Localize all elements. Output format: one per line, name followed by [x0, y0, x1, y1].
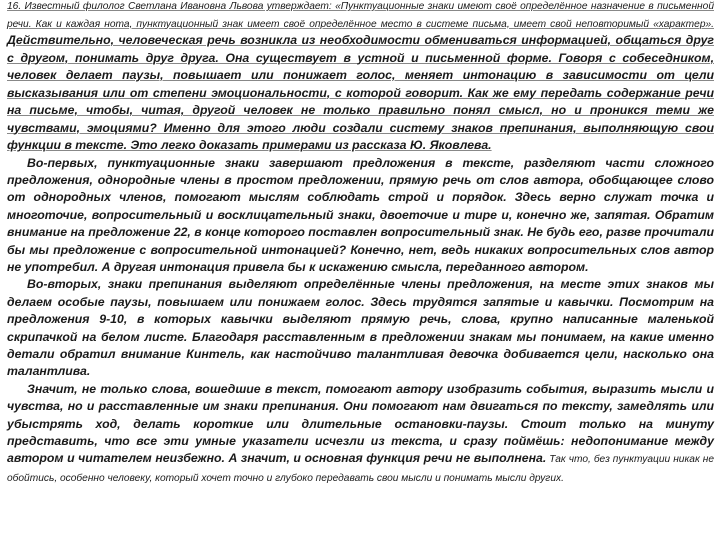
- intro-paragraph: [7, 0, 714, 155]
- conclusion-main: Значит, не только слова, вошедшие в текст, помогают автору изобразить события, выразить мысли и чувства, но и расставленные им знаки препинания. Они помогают нам двигаться по тексту, замедлять или убыстрять ход, делать короткие или длительные остановки-паузы. Стоит только на минуту представить, что все эти умные указатели исчезли из текста, и сразу поймёшь: недопонимание между автором и читателем неизбежно. А значит, и основная функция речи не выполнена.: [7, 381, 714, 466]
- intro-quote: 16. Известный филолог Светлана Ивановна Львова утверждает: «Пунктуационные знаки имеют своё определённое назначение в письменной речи. Как и каждая нота, пунктуационный знак имеет своё определённое место в системе письма, имеет свой неповторимый «характер».: [7, 1, 714, 30]
- paragraph-first-argument: Во-первых, пунктуационные знаки завершают предложения в тексте, разделяют части сложного предложения, однородные члены в простом предложении, прямую речь от слов автора, обобщающее слово от однородных членов, помогают мыслям соблюдать строй и порядок. Здесь верно служат точка и многоточие, вопросительный и восклицательный знаки, двоеточие и тире и, конечно же, запятая. Обратим внимание на предложение 22, в конце которого поставлен вопросительный знак. Не будь его, разве прочитали бы мы предложение с вопросительной интонацией? Конечно, нет, ведь никаких вопросительных слов автор не употребил. А другая интонация привела бы к искажению смысла, переданного автором.: [7, 155, 714, 274]
- paragraph-conclusion: [7, 381, 714, 487]
- conclusion-ending: Так что, без пунктуации никак не обойтись, особенно человеку, который хочет точно и глубоко передавать свои мысли и понимать мысли других.: [7, 454, 714, 484]
- paragraph-second-argument: Во-вторых, знаки препинания выделяют определённые члены предложения, на месте этих знаков мы делаем особые паузы, повышаем или понижаем голос. Здесь трудятся запятые и кавычки. Посмотрим на предложения 9-10, в которых кавычки выделяют прямую речь, слова, крупно написанные маленькой скрипачкой на белом листе. Благодаря расставленным в предложении знакам мы понимаем, на какие именно детали обратил внимание Кинтель, как настойчиво талантливая девочка добивается цели, насколько она талантлива.: [7, 277, 714, 379]
- intro-argument: Действительно, человеческая речь возникла из необходимости обмениваться информацией, общаться друг с другом, понимать друг друга. Она существует в устной и письменной форме. Говоря с собеседником, человек делает паузы, повышает или понижает голос, меняет интонацию в зависимости от цели высказывания или от степени эмоциональности, с которой говорит. Как же ему передать содержание речи на письме, чтобы, читая, другой человек не только правильно понял смысл, но и проникся теми же чувствами, эмоциями? Именно для этого люди создали систему знаков препинания, выполняющую свои функции в тексте. Это легко доказать примерами из рассказа Ю. Яковлева.: [7, 33, 714, 152]
